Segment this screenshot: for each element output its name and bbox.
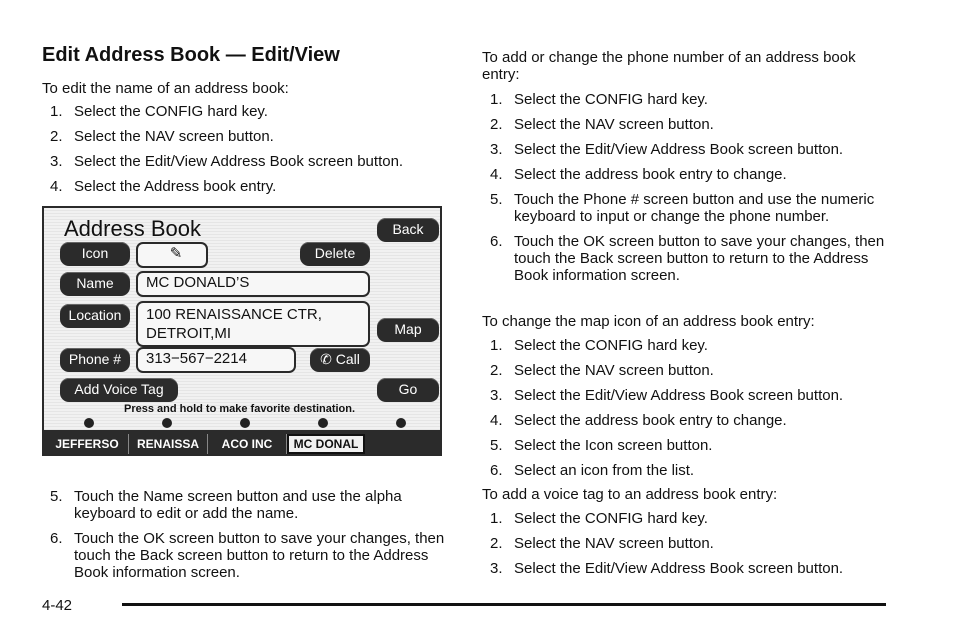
step-text: Touch the Phone # screen button and use the numeric keyboard to input or change the phone number. (514, 191, 875, 225)
list-item (42, 488, 462, 522)
step-text: Select the address book entry to change. (514, 166, 787, 183)
step-number: 1. (490, 510, 503, 527)
list-item (482, 166, 902, 183)
favorite-tab[interactable]: JEFFERSO (46, 434, 129, 454)
list-item (482, 387, 902, 404)
step-text: Select the CONFIG hard key. (514, 337, 708, 354)
left-steps-a (42, 103, 462, 203)
list-item (42, 128, 462, 145)
call-button[interactable] (310, 348, 370, 372)
right-steps-3 (482, 510, 902, 585)
step-number: 2. (490, 116, 503, 133)
list-item (42, 153, 462, 170)
favorite-tab[interactable]: ACO INC (208, 434, 287, 454)
name-button[interactable]: Name (60, 272, 130, 296)
footer-rule (122, 603, 886, 606)
step-number: 6. (490, 462, 503, 479)
favorite-tab[interactable] (366, 434, 442, 454)
step-text: Select an icon from the list. (514, 462, 695, 479)
right-steps-2 (482, 337, 902, 487)
add-voice-tag-button[interactable]: Add Voice Tag (60, 378, 178, 402)
right-intro-1: To add or change the phone number of an address book entry: (482, 49, 856, 83)
favorite-dot[interactable] (318, 418, 328, 428)
go-button[interactable]: Go (377, 378, 439, 402)
step-text: Select the Icon screen button. (514, 437, 713, 454)
call-label: Call (335, 351, 360, 367)
screen-title: Address Book (64, 216, 201, 241)
favorite-dot[interactable] (84, 418, 94, 428)
icon-button[interactable]: Icon (60, 242, 130, 266)
step-number: 3. (50, 153, 63, 170)
step-text: Select the Edit/View Address Book screen button. (514, 560, 844, 577)
phone-field: 313−567−2214 (136, 347, 296, 373)
location-line-1: 100 RENAISSANCE CTR, (146, 306, 322, 323)
step-number: 6. (50, 530, 63, 547)
location-line-2: DETROIT,MI (146, 325, 231, 342)
list-item (482, 91, 902, 108)
list-item (482, 233, 902, 284)
step-number: 6. (490, 233, 503, 250)
favorite-dot[interactable] (240, 418, 250, 428)
step-number: 4. (490, 412, 503, 429)
list-item (482, 462, 902, 479)
step-number: 1. (490, 91, 503, 108)
list-item (482, 141, 902, 158)
step-number: 4. (490, 166, 503, 183)
list-item (482, 362, 902, 379)
step-number: 2. (50, 128, 63, 145)
step-number: 1. (490, 337, 503, 354)
phone-icon: ✆ (320, 351, 332, 367)
list-item (42, 178, 462, 195)
step-text: Select the address book entry to change. (514, 412, 787, 429)
favorite-tab[interactable]: RENAISSA (129, 434, 208, 454)
location-field (136, 301, 370, 347)
name-field: MC DONALD’S (136, 271, 370, 297)
left-steps-b (42, 488, 462, 589)
step-text: Select the CONFIG hard key. (514, 510, 708, 527)
step-text: Select the NAV screen button. (514, 535, 714, 552)
step-text: Touch the Name screen button and use the alpha keyboard to edit or add the name. (74, 488, 402, 522)
right-steps-1 (482, 91, 902, 292)
section-heading: Edit Address Book — Edit/View (42, 44, 340, 66)
step-text: Select the NAV screen button. (514, 116, 714, 133)
step-number: 3. (490, 387, 503, 404)
back-button[interactable]: Back (377, 218, 439, 242)
location-button[interactable]: Location (60, 304, 130, 328)
right-intro-3: To add a voice tag to an address book entry: (482, 486, 778, 503)
list-item (42, 530, 462, 581)
phone-button[interactable]: Phone # (60, 348, 130, 372)
address-book-screen (42, 206, 442, 456)
list-item (482, 337, 902, 354)
page-number: 4-42 (42, 597, 73, 614)
step-text: Select the Address book entry. (74, 178, 277, 195)
delete-button[interactable]: Delete (300, 242, 370, 266)
step-number: 2. (490, 362, 503, 379)
favorite-dot[interactable] (396, 418, 406, 428)
list-item (482, 412, 902, 429)
map-button[interactable]: Map (377, 318, 439, 342)
step-text: Select the NAV screen button. (74, 128, 274, 145)
step-text: Select the CONFIG hard key. (514, 91, 708, 108)
step-text: Select the Edit/View Address Book screen button. (514, 141, 844, 158)
step-text: Touch the OK screen button to save your changes, then touch the Back screen button to return to the Address Book information screen. (514, 233, 885, 284)
step-number: 3. (490, 141, 503, 158)
step-text: Select the NAV screen button. (514, 362, 714, 379)
list-item (482, 437, 902, 454)
favorite-dot[interactable] (162, 418, 172, 428)
list-item (482, 510, 902, 527)
step-text: Select the Edit/View Address Book screen button. (74, 153, 404, 170)
step-text: Select the Edit/View Address Book screen button. (514, 387, 844, 404)
list-item (482, 535, 902, 552)
list-item (482, 191, 902, 225)
list-item (42, 103, 462, 120)
step-number: 3. (490, 560, 503, 577)
left-intro: To edit the name of an address book: (42, 80, 289, 97)
list-item (482, 116, 902, 133)
favorite-hint: Press and hold to make favorite destination. (124, 403, 356, 415)
step-number: 5. (50, 488, 63, 505)
right-intro-2: To change the map icon of an address book entry: (482, 313, 815, 330)
step-number: 2. (490, 535, 503, 552)
icon-field (136, 242, 208, 268)
favorite-tab-selected[interactable]: MC DONAL (287, 434, 365, 454)
step-number: 1. (50, 103, 63, 120)
list-item (482, 560, 902, 577)
step-text: Touch the OK screen button to save your changes, then touch the Back screen button to return to the Address Book information screen. (74, 530, 445, 581)
step-number: 4. (50, 178, 63, 195)
step-number: 5. (490, 437, 503, 454)
pin-icon: ✎ (169, 245, 183, 262)
step-text: Select the CONFIG hard key. (74, 103, 268, 120)
step-number: 5. (490, 191, 503, 208)
